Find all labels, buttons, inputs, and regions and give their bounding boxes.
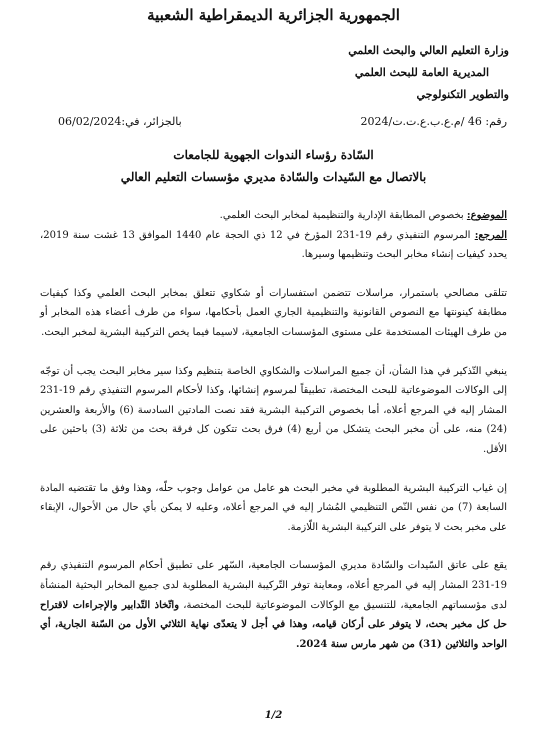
republic-title: الجمهورية الجزائرية الديمقراطية الشعبية: [147, 6, 400, 24]
reference-number: رقم: 46 /م.ع.ب.ع.ت.ت/2024: [360, 115, 507, 128]
recipients-block: [0, 144, 547, 188]
paragraph-4-text: يقع على عاتق السّيدات والسّادة مديري المؤسسات الجامعية، السّهر على تطبيق أحكام المرسوم التنفيذي رقم 19-231 المشار إليه في المرجع أعلاه، ومعاينة توفر التّركيبة البشرية المطلوبة لدى جميع المخابر البحثية المنشأة لدى مؤسساتهم الجامعية، للتنسيق مع الوكالات الموضوعاتية للبحث المختصة،: [40, 560, 507, 611]
paragraph-3: إن غياب التركيبة البشرية المطلوبة في مخبر البحث هو عامل من عوامل وجوب حلّه، وهذا وفق ما تقتضيه المادة السابعة (7) من نفس النّص التنظيمي المُشار إليه في المرجع أعلاه، وعليه لا يمكن بأي حال من الأحوال، الإبقاء على مخبر بحث لا يتوفر على التركيبة البشرية اللّازمة.: [40, 482, 508, 533]
ministry-block: [348, 40, 509, 106]
recipients-line-2: بالاتصال مع السّيدات والسّادة مديري مؤسسات التعليم العالي: [120, 170, 427, 184]
subject-label: الموضوع:: [466, 210, 507, 221]
paragraph-4-bold-text: واتّخاذ التّدابير والإجراءات لاقتراح حل كل مخبر بحث، لا يتوفر على أركان قيامه، وهذا في أجل لا يتعدّى نهاية الثلاثي الأول من السّنة الجارية، أي الواحد والثلاثين (31) من شهر مارس سنة 2024.: [40, 599, 507, 650]
paragraph-2: ينبغي التّذكير في هذا الشأن، أن جميع المراسلات والشكاوي الخاصة بتنظيم وكذا سير مخابر البحث يجب أن توجّه إلى الوكالات الموضوعاتية للبحث المختصة، تطبيقاً لمرسوم إنشائها، وكذا لأحكام المرسوم التنفيذي رقم 19-231 المشار إليه في المرجع أعلاه، أما بخصوص التركيبة البشرية فقد نصت المادتين السادسة (6) والأربعة والعشرين (24) منه، على أن مخبر البحث يتشكل من أربع (4) فرق بحث تتكون كل فرقة بحث من ثلاثة (3) باحثين على الأقل.: [40, 365, 508, 455]
reference-label: المرجع:: [474, 229, 508, 241]
reference-text: المرسوم التنفيذي رقم 19-231 المؤرخ في 12 ذي الحجة عام 1440 الموافق 13 غشت سنة 2019، يحدد كيفيات إنشاء مخابر البحث وتنظيمها وسيرها.: [40, 229, 507, 261]
directorate-line-2: والتطوير التكنولوجي: [416, 88, 509, 101]
recipients-line-1: السّادة رؤساء الندوات الجهوية للجامعات: [173, 148, 374, 162]
place-date: بالجزائر، في:06/02/2024: [58, 115, 182, 128]
reference-paragraph: [40, 226, 507, 265]
letter-body: [40, 206, 507, 654]
subject-text: بخصوص المطابقة الإدارية والتنظيمية لمخابر البحث العلمي.: [219, 210, 467, 221]
page-number: 1/2: [264, 710, 283, 721]
paragraph-4: [40, 556, 507, 654]
ministry-name: وزارة التعليم العالي والبحث العلمي: [348, 44, 509, 57]
reference-line: [58, 115, 507, 128]
directorate-line-1: المديرية العامة للبحث العلمي: [354, 66, 489, 79]
subject-line: [40, 206, 507, 226]
paragraph-1: تتلقى مصالحي باستمرار، مراسلات تتضمن استفسارات أو شكاوي تتعلق بمخابر البحث العلمي وكذا كيفيات مطابقة كينونتها مع النصوص القانونية والتنظيمية الجاري العمل بأحكامها، سواء من طرف أعضاء هذه المخابر أو من طرف الهيئات المستخدمة على مستوى المؤسسات الجامعية، لاسيما فيما يخص التركيبة البشرية لمخبر البحث.: [40, 287, 507, 338]
